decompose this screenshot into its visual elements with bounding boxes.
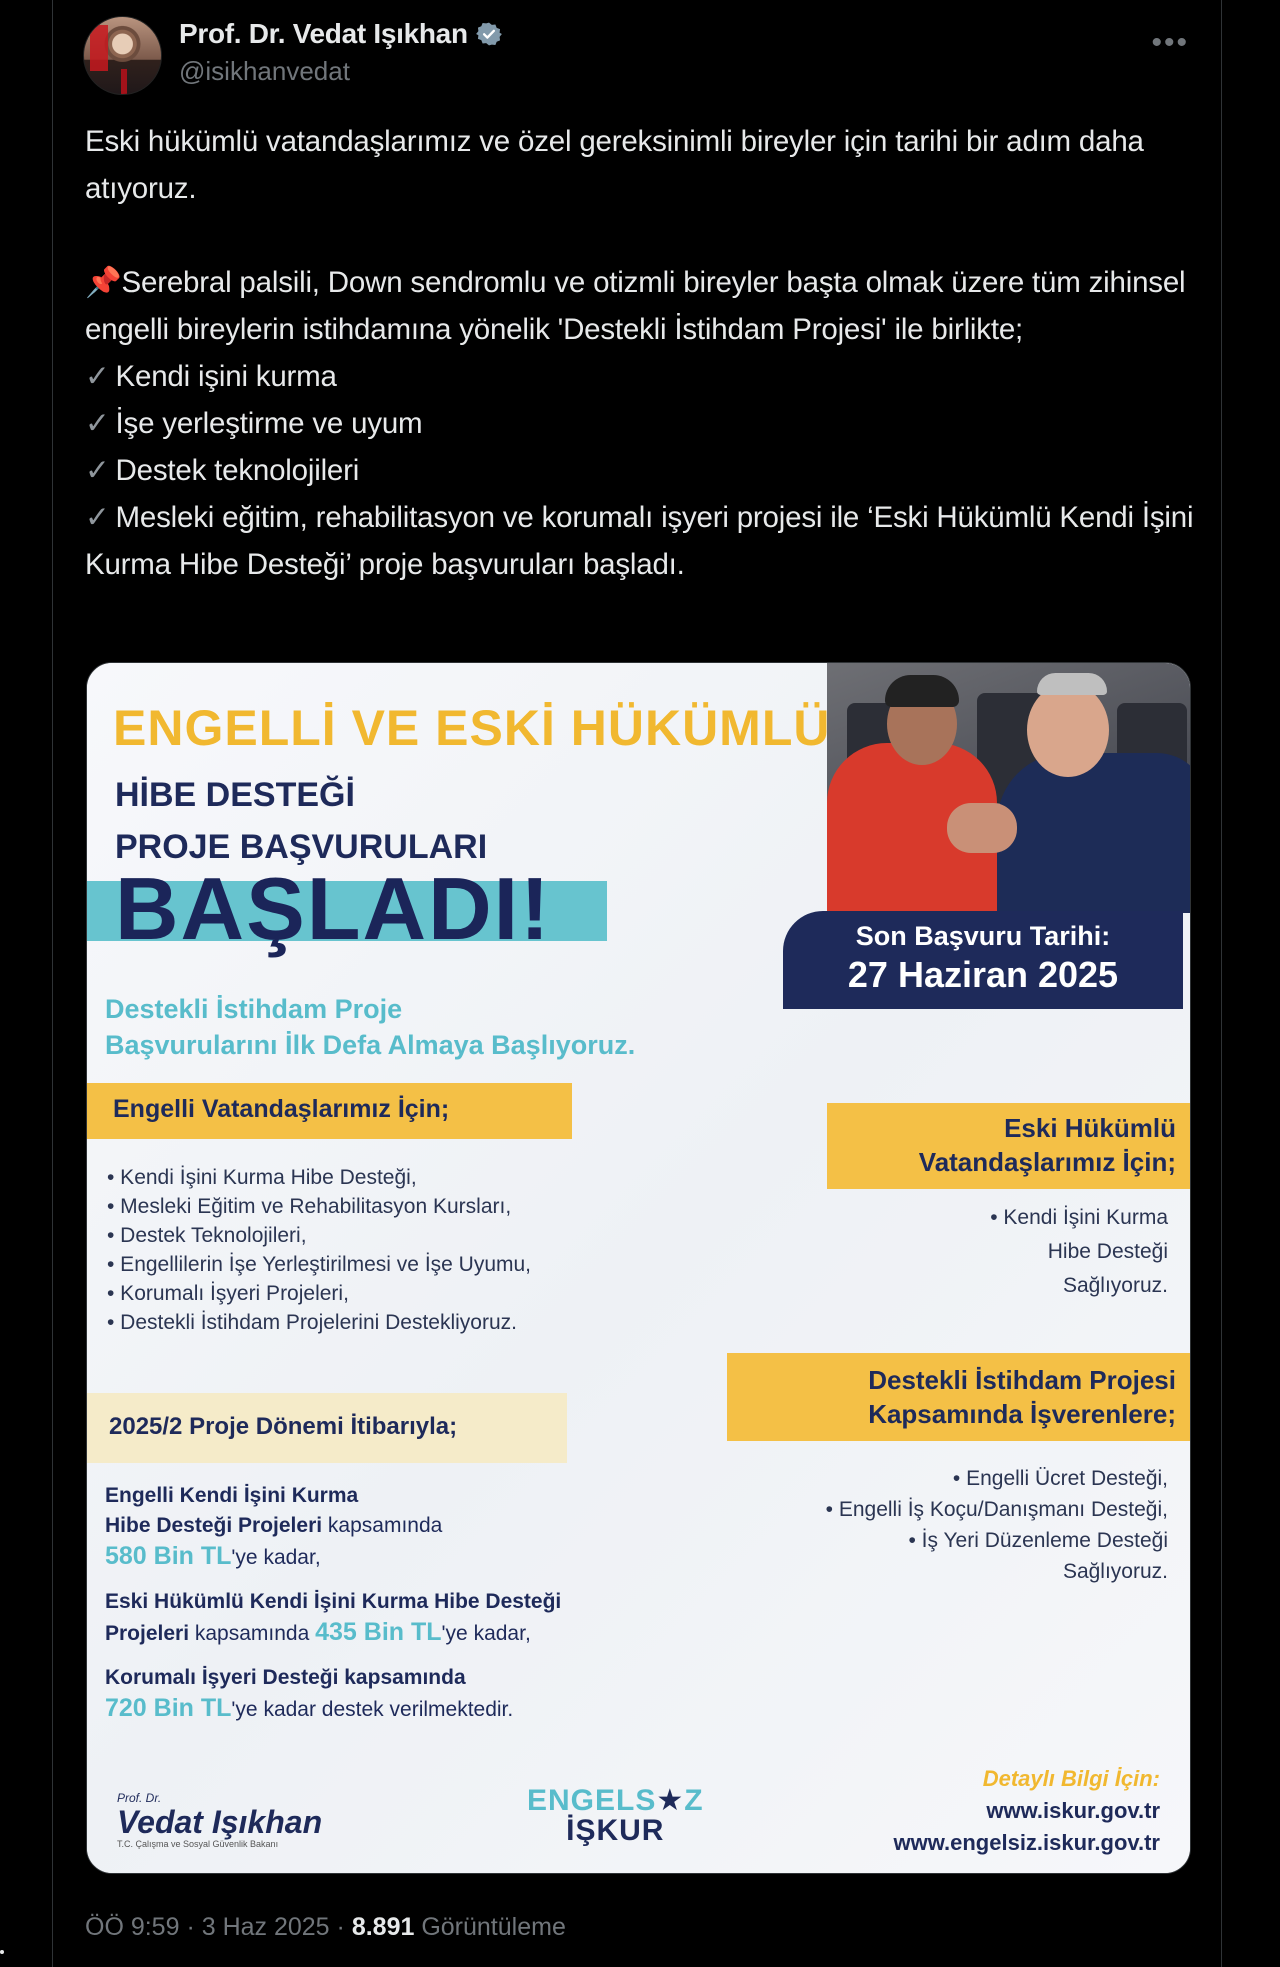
grant-amount-2	[105, 1587, 705, 1649]
pin-emoji-icon: 📌	[85, 266, 122, 299]
list-item: • Korumalı İşyeri Projeleri,	[107, 1282, 349, 1305]
list-item: Hibe Desteği	[1047, 1240, 1168, 1263]
author-handle[interactable]: @isikhanvedat	[179, 56, 350, 86]
list-item: • Mesleki Eğitim ve Rehabilitasyon Kursları,	[107, 1195, 512, 1218]
tweet-paragraph-1: Eski hükümlü vatandaşlarımız ve özel gereksinimli bireyler için tarihi bir adım daha atıyoruz.	[85, 125, 1144, 205]
contact-info	[893, 1763, 1160, 1859]
logo-top	[527, 1783, 704, 1818]
tweet-list-item-text: Destek teknolojileri	[115, 454, 360, 487]
deadline-box	[783, 911, 1183, 1009]
grant-text: kapsamında	[322, 1514, 443, 1537]
tweet-list-item	[85, 447, 1195, 494]
grant-text: kapsamında	[189, 1622, 316, 1645]
tweet-list-item	[85, 400, 1195, 447]
ex-convict-list	[990, 1201, 1168, 1303]
grant-text: Hibe Desteği Projeleri	[105, 1514, 323, 1537]
employers-box-line: Kapsamında İşverenlere;	[868, 1399, 1176, 1429]
deadline-date: 27 Haziran 2025	[847, 954, 1119, 995]
engelsiz-iskur-logo	[527, 1783, 704, 1848]
grant-text: Projeleri	[105, 1622, 190, 1645]
star-icon: ★	[656, 1784, 685, 1817]
check-icon: ✓	[85, 501, 110, 534]
tweet-list-item	[85, 353, 1195, 400]
logo-text: ENGELS	[527, 1784, 657, 1817]
minister-signature	[117, 1791, 322, 1849]
tweet-list-item-text: Kendi işini kurma	[115, 360, 337, 393]
grant-text: 'ye kadar,	[441, 1622, 531, 1645]
list-item: • Destekli İstihdam Projelerini Destekliyoruz.	[107, 1311, 517, 1334]
grant-amount-1	[105, 1481, 705, 1573]
grant-value: 580 Bin TL	[105, 1542, 232, 1570]
tweet-text	[85, 118, 1195, 588]
grant-value: 720 Bin TL	[105, 1694, 232, 1722]
poster-tagline-line: Başvurularını İlk Defa Almaya Başlıyoruz.	[105, 1030, 636, 1060]
grant-amount-3	[105, 1663, 705, 1725]
media-image[interactable]	[86, 662, 1191, 1874]
poster-subtitle-line: HİBE DESTEĞİ	[115, 776, 355, 814]
signature-title: Prof. Dr.	[117, 1791, 162, 1805]
tweet-date[interactable]: 3 Haz 2025	[201, 1913, 330, 1941]
tweet-paragraph-2	[85, 259, 1195, 353]
author-name[interactable]: Prof. Dr. Vedat Işıkhan	[179, 18, 468, 49]
tweet	[52, 0, 1222, 1967]
list-item: Sağlıyoruz.	[1062, 1274, 1168, 1297]
grant-text: 'ye kadar destek verilmektedir.	[231, 1698, 514, 1721]
list-item: • İş Yeri Düzenleme Desteği	[908, 1529, 1168, 1552]
flag-shape	[90, 25, 108, 71]
more-options-icon[interactable]: •••	[1151, 26, 1189, 59]
poster-subtitle	[115, 769, 487, 873]
name-row	[179, 18, 502, 50]
tweet-list-item	[85, 494, 1195, 588]
tweet-list-item-text: Mesleki eğitim, rehabilitasyon ve korumalı işyeri projesi ile ‘Eski Hükümlü Kendi İşini Kurma Hibe Desteği’ proje başvuruları başladı.	[85, 501, 1194, 581]
disabled-citizens-box: Engelli Vatandaşlarımız İçin;	[87, 1083, 572, 1139]
contact-url: www.iskur.gov.tr	[986, 1798, 1160, 1823]
employers-list	[826, 1463, 1168, 1587]
ex-convict-box	[827, 1103, 1191, 1189]
list-item: • Engellilerin İşe Yerleştirilmesi ve İşe Uyumu,	[107, 1253, 532, 1276]
separator: ·	[329, 1913, 352, 1941]
poster-headline: BAŞLADI!	[115, 859, 552, 958]
logo-bottom: İŞKUR	[566, 1814, 665, 1847]
avatar[interactable]	[83, 16, 162, 95]
grant-amounts	[105, 1481, 705, 1739]
employers-box	[727, 1353, 1191, 1441]
grant-text: Korumalı İşyeri Desteği kapsamında	[105, 1666, 466, 1689]
poster-subtitle-line: PROJE BAŞVURULARI	[115, 828, 488, 866]
list-item: • Kendi İşini Kurma	[990, 1206, 1168, 1229]
poster	[87, 663, 1190, 1873]
list-item: • Engelli İş Koçu/Danışmanı Desteği,	[825, 1498, 1168, 1521]
poster-title: ENGELLİ VE ESKİ HÜKÜMLÜ	[113, 700, 831, 756]
contact-url: www.engelsiz.iskur.gov.tr	[893, 1830, 1160, 1855]
disabled-citizens-list	[107, 1163, 531, 1337]
employers-box-line: Destekli İstihdam Projesi	[868, 1365, 1176, 1395]
list-item: Sağlıyoruz.	[1062, 1560, 1168, 1583]
tweet-time[interactable]: ÖÖ 9:59	[85, 1913, 180, 1941]
verified-badge-icon	[476, 21, 502, 47]
grant-text: Engelli Kendi İşini Kurma	[105, 1484, 359, 1507]
poster-tagline	[105, 991, 635, 1063]
ex-convict-box-line: Vatandaşlarımız İçin;	[918, 1147, 1176, 1177]
signature-role: T.C. Çalışma ve Sosyal Güvenlik Bakanı	[117, 1839, 279, 1849]
author-block	[179, 18, 502, 87]
grant-value: 435 Bin TL	[315, 1618, 442, 1646]
list-item: • Kendi İşini Kurma Hibe Desteği,	[107, 1166, 417, 1189]
project-period-box: 2025/2 Proje Dönemi İtibarıyla;	[87, 1393, 567, 1463]
list-item: • Engelli Ücret Desteği,	[952, 1467, 1168, 1490]
poster-photo	[827, 663, 1191, 913]
separator: ·	[179, 1913, 202, 1941]
tweet-paragraph-2-text: Serebral palsili, Down sendromlu ve otizmli bireyler başta olmak üzere tüm zihinsel engelli bireylerin istihdamına yönelik 'Destekli İstihdam Projesi' ile birlikte;	[85, 266, 1186, 346]
tweet-meta	[85, 1913, 566, 1942]
logo-text: Z	[684, 1784, 704, 1817]
tie-shape	[121, 69, 127, 95]
deadline-label: Son Başvuru Tarihi:	[855, 921, 1111, 951]
edge-dot	[0, 1950, 4, 1954]
grant-text: Eski Hükümlü Kendi İşini Kurma Hibe Desteği	[105, 1590, 562, 1613]
view-count: 8.891	[351, 1913, 415, 1941]
signature-name: Vedat Işıkhan	[117, 1804, 323, 1840]
tweet-list-item-text: İşe yerleştirme ve uyum	[115, 407, 423, 440]
ex-convict-box-line: Eski Hükümlü	[1004, 1113, 1176, 1143]
grant-text: 'ye kadar,	[231, 1546, 321, 1569]
contact-title: Detaylı Bilgi İçin:	[982, 1766, 1160, 1791]
check-icon: ✓	[85, 407, 110, 440]
views-label: Görüntüleme	[421, 1913, 566, 1941]
check-icon: ✓	[85, 454, 110, 487]
poster-tagline-line: Destekli İstihdam Proje	[105, 994, 403, 1024]
check-icon: ✓	[85, 360, 110, 393]
list-item: • Destek Teknolojileri,	[107, 1224, 307, 1247]
